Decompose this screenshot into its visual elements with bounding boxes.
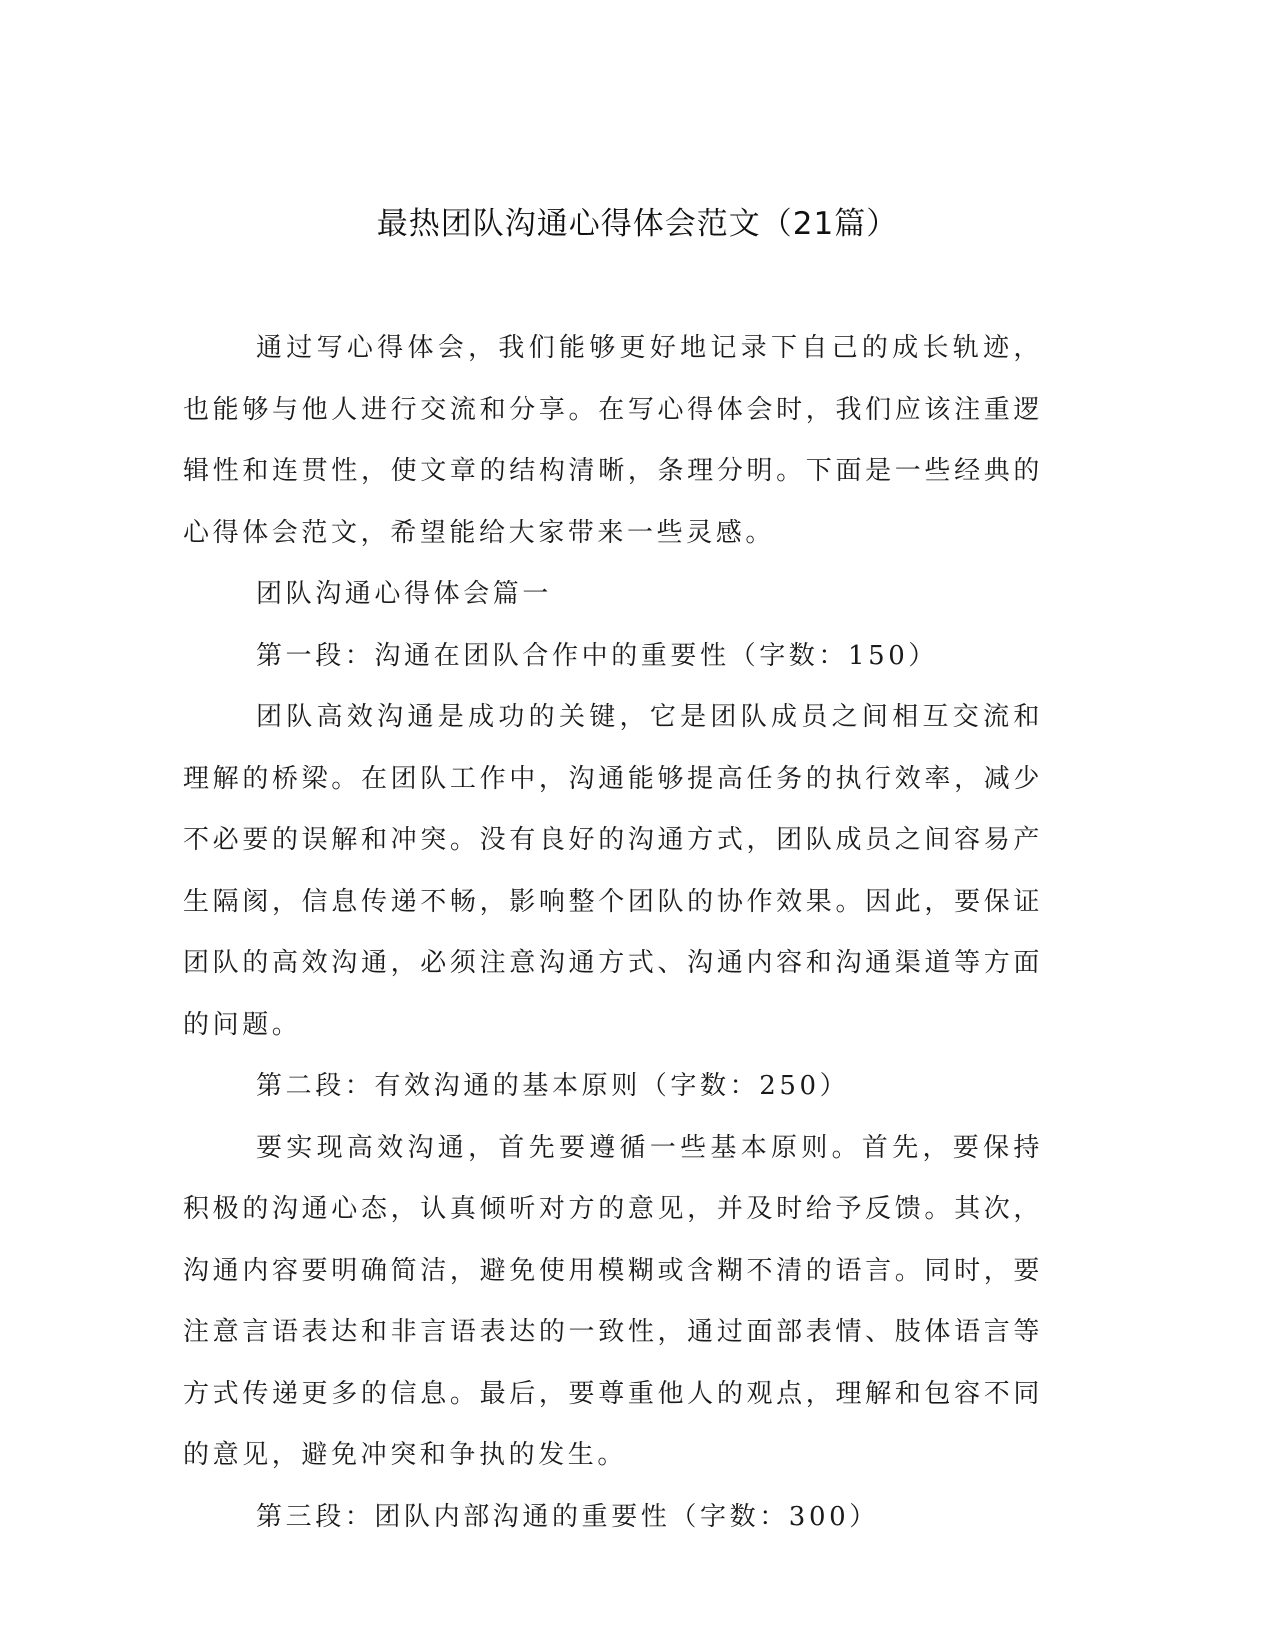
section-1-paragraph: 团队高效沟通是成功的关键，它是团队成员之间相互交流和理解的桥梁。在团队工作中，沟通能够提高任务的执行效率，减少不必要的误解和冲突。没有良好的沟通方式，团队成员之间容易产生隔阂，信息传递不畅，影响整个团队的协作效果。因此，要保证团队的高效沟通，必须注意沟通方式、沟通内容和沟通渠道等方面的问题。 xyxy=(183,702,1043,1040)
section-1-heading: 第一段：沟通在团队合作中的重要性（字数：150） xyxy=(256,640,939,671)
document-title: 最热团队沟通心得体会范文（21篇） xyxy=(376,206,899,242)
document-body xyxy=(183,318,1043,1548)
section-3-heading: 第三段：团队内部沟通的重要性（字数：300） xyxy=(256,1501,879,1532)
intro-paragraph: 通过写心得体会，我们能够更好地记录下自己的成长轨迹，也能够与他人进行交流和分享。在写心得体会时，我们应该注重逻辑性和连贯性，使文章的结构清晰，条理分明。下面是一些经典的心得体会范文，希望能给大家带来一些灵感。 xyxy=(183,333,1043,548)
article-heading: 团队沟通心得体会篇一 xyxy=(256,579,553,609)
section-2-paragraph: 要实现高效沟通，首先要遵循一些基本原则。首先，要保持积极的沟通心态，认真倾听对方的意见，并及时给予反馈。其次，沟通内容要明确简洁，避免使用模糊或含糊不清的语言。同时，要注意言语表达和非言语表达的一致性，通过面部表情、肢体语言等方式传递更多的信息。最后，要尊重他人的观点，理解和包容不同的意见，避免冲突和争执的发生。 xyxy=(183,1132,1043,1470)
section-2-heading: 第二段：有效沟通的基本原则（字数：250） xyxy=(256,1071,850,1101)
